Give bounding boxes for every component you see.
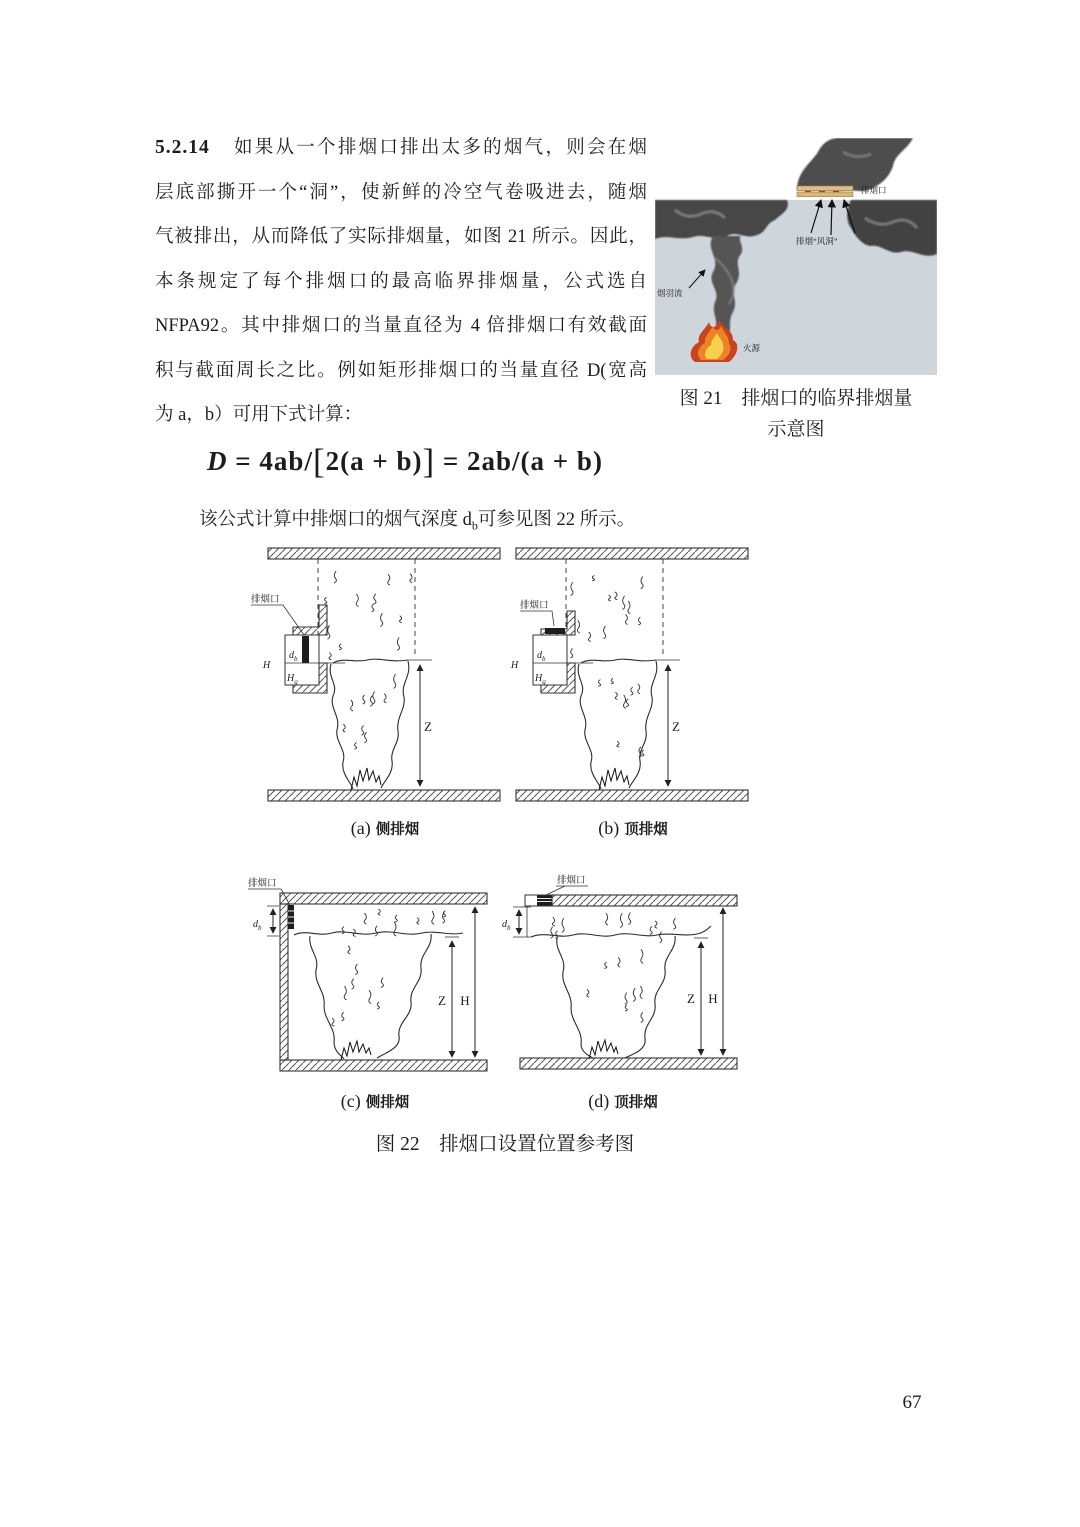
smoke-squiggles xyxy=(343,674,396,749)
paragraph-5-2-14 xyxy=(155,126,647,438)
vent-label: 排烟口 xyxy=(520,601,549,611)
fire-sketch xyxy=(589,1040,618,1059)
floor-slab xyxy=(268,790,500,801)
panel-c-side-exhaust xyxy=(248,877,487,1112)
formula-inner: 2(a + b) xyxy=(325,446,423,476)
subscript-b: b xyxy=(471,518,478,533)
dim-z: Z xyxy=(424,719,432,734)
floor-slab xyxy=(516,790,748,801)
smoke-layer-line xyxy=(581,659,656,663)
dim-db: $d_b$ xyxy=(289,650,298,663)
figure-21-caption: 图 21 排烟口的临界排烟量 xyxy=(679,388,913,409)
fire-sketch xyxy=(351,768,381,790)
smoke-layer-line xyxy=(294,932,463,935)
smoke-squiggles xyxy=(598,679,643,758)
dim-h: H xyxy=(708,991,718,1006)
paragraph-smoke-depth xyxy=(155,505,675,534)
fig21-tunnel-label: 排烟“风洞” xyxy=(796,236,838,246)
db-extension-ticks xyxy=(513,907,531,937)
text-run: 如果从一个排烟口排出太多的烟气，则会在烟 xyxy=(231,138,647,158)
ceiling-slab xyxy=(516,548,748,559)
figure-21-caption-line2: 示意图 xyxy=(767,419,825,440)
panel-a-caption: (a) 侧排烟 xyxy=(350,818,420,838)
dim-z: Z xyxy=(438,993,446,1008)
text-line: 为 a，b）可用下式计算： xyxy=(155,405,363,425)
vent-label: 排烟口 xyxy=(248,879,277,889)
panel-b-caption: (b) 顶排烟 xyxy=(598,818,668,838)
fig21-vent-label: 排烟口 xyxy=(861,185,887,195)
smoke-squiggles xyxy=(325,571,412,659)
panel-d-top-exhaust xyxy=(502,874,737,1112)
dim-h: H xyxy=(511,660,519,671)
vent-leader-line xyxy=(546,886,588,895)
text-line xyxy=(155,126,647,171)
duct-upper-bracket xyxy=(293,605,327,635)
smoke-layer-line xyxy=(333,659,408,663)
formula-left-bracket: [ xyxy=(312,442,326,481)
text-line: NFPA92。其中排烟口的当量直径为 4 倍排烟口有效截面 xyxy=(155,316,647,336)
exhaust-vent-slab xyxy=(797,186,853,197)
side-vent-opening xyxy=(302,636,309,663)
ceiling-slab xyxy=(552,895,737,906)
smoke-squiggles xyxy=(551,913,676,943)
panel-a-side-exhaust xyxy=(251,548,500,839)
dim-db: $d_b$ xyxy=(253,919,262,932)
dim-h: H xyxy=(460,993,470,1008)
figure-22-vent-position-diagrams xyxy=(205,545,805,1145)
plume-left-edge xyxy=(557,938,593,1058)
dim-hq: $H_q$ xyxy=(287,673,298,686)
figure-22-caption: 图 22 排烟口设置位置参考图 xyxy=(375,1134,635,1155)
formula-mid: = 4ab/ xyxy=(227,446,313,476)
panel-c-caption: (c) 侧排烟 xyxy=(340,1091,410,1111)
panel-d-caption: (d) 顶排烟 xyxy=(588,1091,658,1111)
dim-z: Z xyxy=(672,719,680,734)
smoke-squiggles xyxy=(332,946,384,1026)
equation-equivalent-diameter xyxy=(175,442,635,482)
plume-right-edge xyxy=(377,934,431,1058)
dim-db: $d_b$ xyxy=(537,650,546,663)
plume-right-edge xyxy=(625,936,675,1058)
smoke-squiggles xyxy=(587,950,643,1023)
plume-right-edge xyxy=(629,661,657,788)
ceiling-slab xyxy=(280,893,487,904)
formula-tail: = 2ab/(a + b) xyxy=(435,446,603,476)
dim-db: $d_b$ xyxy=(502,919,511,932)
section-number: 5.2.14 xyxy=(155,137,210,158)
ceiling-slab xyxy=(268,548,500,559)
text-run: 可参见图 22 所示。 xyxy=(477,510,636,530)
text-line: 层底部撕开一个“洞”，使新鲜的冷空气卷吸进去，随烟 xyxy=(155,182,647,203)
plume-left-edge xyxy=(310,936,344,1059)
plume-left-edge xyxy=(578,664,601,789)
floor-slab xyxy=(280,1060,487,1071)
text-line: 气被排出，从而降低了实际排烟量，如图 21 所示。因此， xyxy=(155,227,647,247)
fire-sketch xyxy=(599,768,629,790)
text-line: 本条规定了每个排烟口的最高临界排烟量，公式选自 xyxy=(155,271,647,292)
fig21-fire-label: 火源 xyxy=(743,343,761,353)
formula-variable: D xyxy=(207,446,228,476)
dim-h: H xyxy=(263,660,271,671)
formula-right-bracket: ] xyxy=(422,442,436,481)
smoke-squiggles xyxy=(571,576,643,658)
plume-right-edge xyxy=(381,661,409,788)
text-line: 积与截面周长之比。例如矩形排烟口的当量直径 D(宽高 xyxy=(155,360,647,381)
vent-label: 排烟口 xyxy=(251,595,280,605)
page-number: 67 xyxy=(902,1392,922,1413)
ceiling-vent-opening xyxy=(537,896,552,906)
text-run: 该公式计算中排烟口的烟气深度 d xyxy=(199,510,472,530)
fire-sketch xyxy=(341,1041,371,1060)
fig21-plume-label: 烟羽流 xyxy=(657,288,683,298)
floor-slab xyxy=(520,1058,737,1069)
dim-hq: $H_q$ xyxy=(535,673,546,686)
panel-b-top-exhaust xyxy=(510,548,748,839)
vent-label: 排烟口 xyxy=(557,876,586,886)
figure-21-critical-exhaust-illustration xyxy=(655,138,937,375)
top-vent-opening xyxy=(545,628,565,634)
plume-left-edge xyxy=(330,664,353,789)
vent-leader-line xyxy=(520,611,554,626)
left-wall xyxy=(280,904,288,1060)
dim-z: Z xyxy=(687,991,695,1006)
